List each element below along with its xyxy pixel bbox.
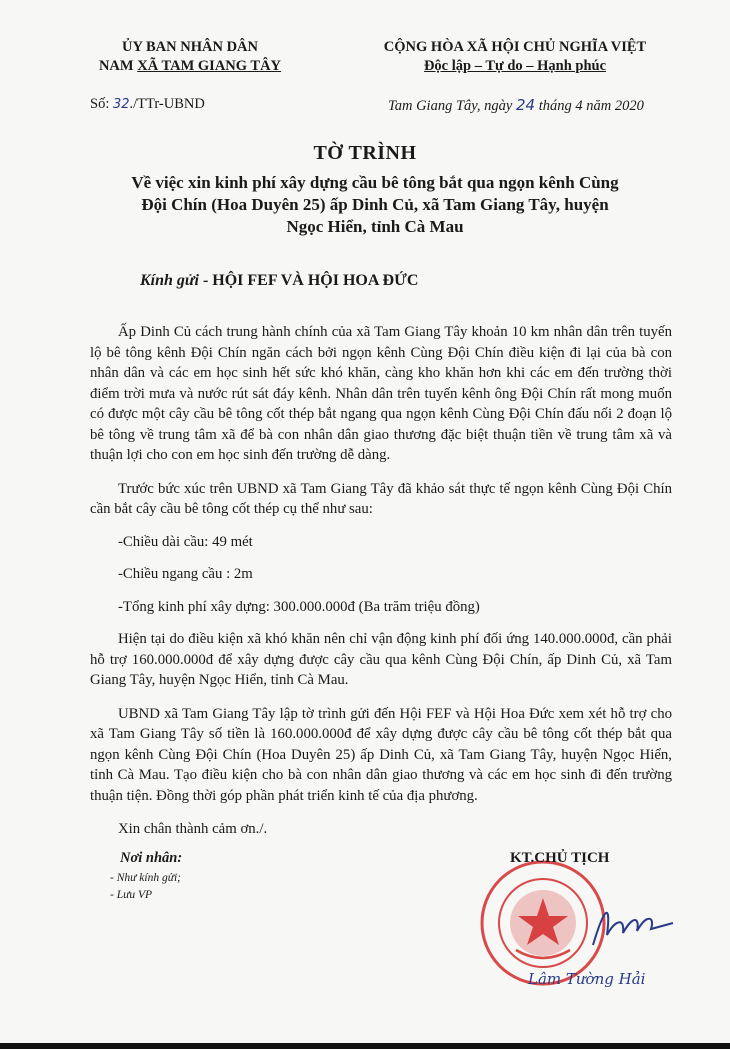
document-subject: Về việc xin kinh phí xây dựng cầu bê tông bắt qua ngọn kênh Cùng Đội Chín (Hoa Duyên 25) ấp Dinh Củ, xã Tam Giang Tây, huyện Ngọc Hiển, tỉnh Cà Mau: [131, 173, 619, 236]
national-motto: Độc lập – Tự do – Hạnh phúc: [423, 58, 607, 74]
signer-name: Lâm Tường Hải: [528, 970, 646, 988]
paragraph-4: UBND xã Tam Giang Tây lập tờ trình gửi đến Hội FEF và Hội Hoa Đức xem xét hỗ trợ cho xã Tam Giang Tây số tiền là 160.000.000đ để xây dựng được cây cầu bê tông cốt thép bắt qua ngọn kênh Cùng Đội Chín (Hoa Duyên 25) ấp Dinh Củ, xã Tam Giang Tây, huyện Ngọc Hiển, tỉnh Cà Mau. Tạo điều kiện cho bà con nhân dân giao thương và các em học sinh đi đến trường thuận tiện. Đồng thời góp phần phát triển kinh tế của địa phương.: [90, 705, 672, 804]
spec-width: -Chiều ngang cầu : 2m: [118, 566, 253, 582]
spec-length: -Chiều dài cầu: 49 mét: [118, 533, 253, 550]
paragraph-3: Hiện tại do điều kiện xã khó khăn nên chỉ vận động kinh phí đối ứng 140.000.000đ, cần phải hỗ trợ 160.000.000đ để xây dựng được cây cầu qua kênh Cùng Đội Chín, ấp Dinh Củ, xã Tam Giang Tây, huyện Ngọc Hiển, tỉnh Cà Mau.: [90, 631, 672, 688]
spec-cost: -Tổng kinh phí xây dựng: 300.000.000đ (Ba trăm triệu đồng): [118, 598, 480, 615]
addressee-label: Kính gửi: [140, 272, 199, 289]
document-body: [90, 322, 672, 840]
recipients-label: Nơi nhân:: [120, 850, 183, 866]
national-heading: [330, 38, 700, 76]
paragraph-2: Trước bức xúc trên UBND xã Tam Giang Tây đã khảo sát thực tế ngọn kênh Cùng Đội Chín cần bắt cây cầu bê tông cốt thép cụ thể như sau:: [90, 480, 672, 517]
paragraph-5: Xin chân thành cảm ơn./.: [118, 821, 268, 837]
authority-line1: ỦY BAN NHÂN DÂN: [121, 39, 258, 55]
document-title: TỜ TRÌNH: [313, 142, 417, 164]
recipient-item: - Lưu VP: [110, 889, 153, 901]
paragraph-1: Ấp Dinh Củ cách trung hành chính của xã Tam Giang Tây khoản 10 km nhân dân trên tuyến lộ bê tông kênh Đội Chín ngăn cách bởi ngọn kênh Cùng Đội Chín điều kiện đi lại của bà con nhân dân và các em học sinh hết sức khó khăn, càng kho khăn hơn khi các em đến trường thời điểm trời mưa và nước rút sát đáy kênh. Nhân dân trên tuyến kênh ông Đội Chín rất mong muốn có được một cây cầu bê tông cốt thép bắt ngang qua ngọn kênh Cùng Đội Chín đấu nối 2 đoạn lộ bê tông về trung tâm xã để bà con nhân dân giao thương đặc biệt thuận tiền về trung tâm xã và thuận lợi cho con em học sinh đến trường dễ dàng.: [90, 324, 672, 463]
recipient-item: - Như kính gửi;: [110, 872, 181, 884]
commune-name: XÃ TAM GIANG TÂY: [137, 58, 282, 74]
handwritten-signature: [585, 895, 680, 955]
signer-title: KT.CHỦ TỊCH: [510, 850, 610, 866]
handwritten-number: 32: [112, 97, 130, 112]
authority-line2: NAM XÃ TAM GIANG TÂY: [98, 58, 282, 74]
handwritten-day: 24: [515, 96, 536, 114]
scan-edge: [0, 1043, 730, 1049]
addressee: [140, 272, 418, 290]
addressee-name: - HỘI FEF VÀ HỘI HOA ĐỨC: [198, 272, 419, 289]
issuing-authority: [80, 38, 300, 76]
nation-name: CỘNG HÒA XÃ HỘI CHỦ NGHĨA VIỆT: [383, 39, 647, 55]
document-number: Số: 32./TTr-UBND: [90, 96, 205, 112]
place-date: Tam Giang Tây, ngày 24 tháng 4 năm 2020: [388, 96, 644, 114]
